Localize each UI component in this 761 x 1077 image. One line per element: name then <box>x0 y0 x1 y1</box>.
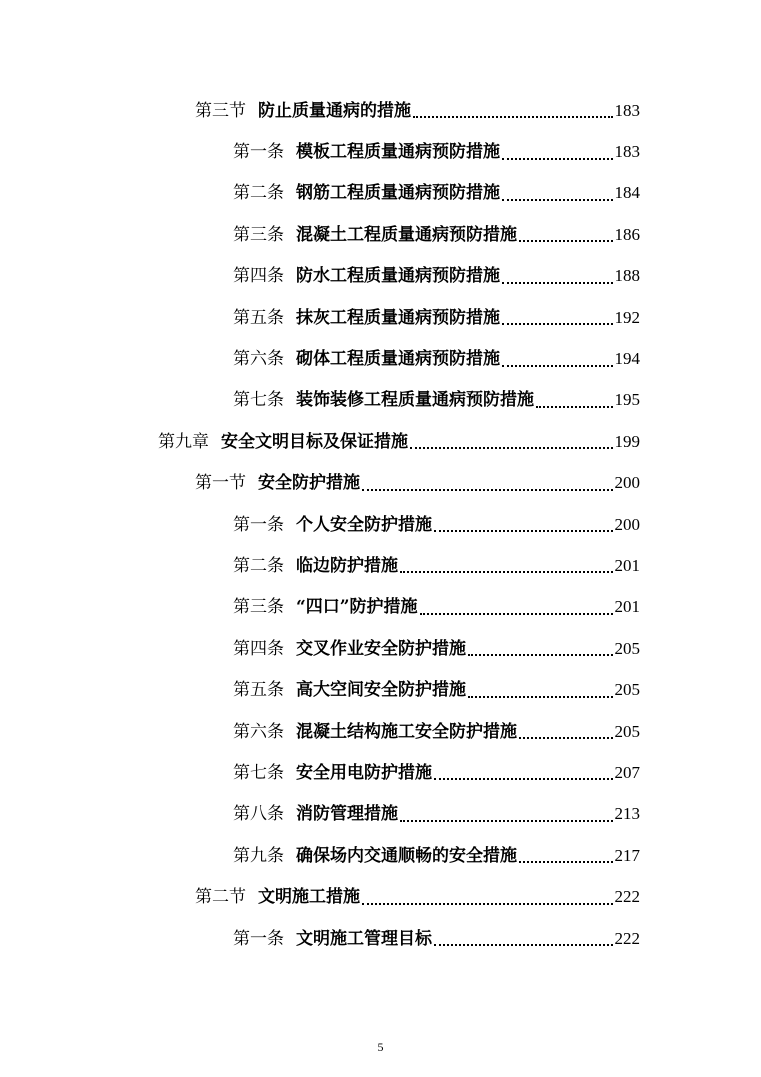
toc-entry-title: 安全用电防护措施 <box>296 762 432 783</box>
toc-entry-page: 184 <box>614 183 640 203</box>
toc-entry <box>0 628 761 669</box>
toc-entry-title: 消防管理措施 <box>296 804 398 825</box>
toc-entry <box>0 504 761 545</box>
toc-entry-number: 第七条 <box>233 762 284 783</box>
toc-entry-title: 模板工程质量通病预防措施 <box>296 142 500 163</box>
dot-leader <box>502 198 613 201</box>
toc-entry-page: 188 <box>614 266 640 286</box>
toc-entry-number: 第一节 <box>195 473 246 494</box>
dot-leader <box>400 570 613 573</box>
toc-entry-title: 混凝土结构施工安全防护措施 <box>296 721 517 742</box>
dot-leader <box>519 239 613 242</box>
toc-entry-page: 183 <box>614 142 640 162</box>
toc-entry-title: 抹灰工程质量通病预防措施 <box>296 307 500 328</box>
toc-entry-title: 安全防护措施 <box>258 473 360 494</box>
toc-entry <box>0 711 761 752</box>
toc-entry-number: 第一条 <box>233 928 284 949</box>
toc-entry-page: 205 <box>614 721 640 741</box>
toc-entry-number: 第九条 <box>233 845 284 866</box>
dot-leader <box>434 943 613 946</box>
toc-entry-title: 安全文明目标及保证措施 <box>221 431 408 452</box>
toc-entry-number: 第三条 <box>233 597 284 618</box>
toc-entry-page: 195 <box>614 390 640 410</box>
toc-entry-number: 第六条 <box>233 721 284 742</box>
toc-entry-page: 217 <box>614 845 640 865</box>
toc-entry-page: 205 <box>614 680 640 700</box>
toc-entry <box>0 545 761 586</box>
toc-entry-page: 201 <box>614 597 640 617</box>
toc-entry-number: 第九章 <box>158 431 209 452</box>
toc-entry <box>0 752 761 793</box>
dot-leader <box>468 695 613 698</box>
toc-entry-page: 213 <box>614 804 640 824</box>
toc-entry-title: 个人安全防护措施 <box>296 514 432 535</box>
toc-entry-title: 装饰装修工程质量通病预防措施 <box>296 390 534 411</box>
toc-entry <box>0 90 761 131</box>
toc-entry <box>0 173 761 214</box>
toc-entry-number: 第二条 <box>233 183 284 204</box>
toc-entry-number: 第二条 <box>233 555 284 576</box>
toc-entry-number: 第七条 <box>233 390 284 411</box>
dot-leader <box>400 819 613 822</box>
toc-entry-page: 205 <box>614 638 640 658</box>
toc-entry-title: 砌体工程质量通病预防措施 <box>296 349 500 370</box>
toc-entry <box>0 380 761 421</box>
toc-entry-page: 194 <box>614 349 640 369</box>
toc-entry-title: “四口”防护措施 <box>296 597 418 618</box>
toc-entry <box>0 835 761 876</box>
dot-leader <box>502 322 613 325</box>
dot-leader <box>502 364 613 367</box>
toc-entry <box>0 876 761 917</box>
toc-entry-page: 222 <box>614 887 640 907</box>
dot-leader <box>468 653 613 656</box>
dot-leader <box>519 860 613 863</box>
toc-entry-page: 201 <box>614 555 640 575</box>
toc-entry <box>0 297 761 338</box>
toc-entry-number: 第四条 <box>233 638 284 659</box>
toc-entry <box>0 421 761 462</box>
toc-entry-title: 防止质量通病的措施 <box>258 100 411 121</box>
toc-entry-title: 文明施工管理目标 <box>296 928 432 949</box>
dot-leader <box>362 902 613 905</box>
dot-leader <box>434 529 613 532</box>
toc-entry <box>0 587 761 628</box>
dot-leader <box>434 777 613 780</box>
toc-entry-title: 钢筋工程质量通病预防措施 <box>296 183 500 204</box>
page-number: 5 <box>377 1040 384 1054</box>
dot-leader <box>519 736 613 739</box>
toc-entry-number: 第一条 <box>233 514 284 535</box>
toc-entry-number: 第三条 <box>233 224 284 245</box>
toc-entry-title: 临边防护措施 <box>296 555 398 576</box>
toc-entry-page: 200 <box>614 473 640 493</box>
toc-entry-number: 第五条 <box>233 680 284 701</box>
toc-entry <box>0 214 761 255</box>
toc-entry-title: 文明施工措施 <box>258 887 360 908</box>
dot-leader <box>502 281 613 284</box>
toc-entry <box>0 463 761 504</box>
dot-leader <box>502 157 613 160</box>
table-of-contents <box>0 90 761 959</box>
toc-entry-number: 第八条 <box>233 804 284 825</box>
toc-entry-number: 第一条 <box>233 142 284 163</box>
toc-entry-title: 确保场内交通顺畅的安全措施 <box>296 845 517 866</box>
toc-entry-page: 186 <box>614 224 640 244</box>
toc-entry-page: 200 <box>614 514 640 534</box>
toc-entry-page: 207 <box>614 762 640 782</box>
toc-entry-number: 第二节 <box>195 887 246 908</box>
toc-entry-title: 交叉作业安全防护措施 <box>296 638 466 659</box>
dot-leader <box>536 405 613 408</box>
toc-entry-number: 第三节 <box>195 100 246 121</box>
toc-entry <box>0 918 761 959</box>
dot-leader <box>362 488 613 491</box>
toc-entry <box>0 338 761 379</box>
toc-entry-title: 混凝土工程质量通病预防措施 <box>296 224 517 245</box>
toc-entry <box>0 669 761 710</box>
toc-entry-number: 第五条 <box>233 307 284 328</box>
toc-entry-title: 防水工程质量通病预防措施 <box>296 266 500 287</box>
dot-leader <box>413 115 613 118</box>
toc-entry-number: 第四条 <box>233 266 284 287</box>
dot-leader <box>420 612 613 615</box>
toc-entry-page: 192 <box>614 307 640 327</box>
toc-entry-page: 222 <box>614 928 640 948</box>
toc-entry <box>0 794 761 835</box>
toc-entry-number: 第六条 <box>233 349 284 370</box>
toc-entry-page: 199 <box>614 431 640 451</box>
toc-entry-title: 高大空间安全防护措施 <box>296 680 466 701</box>
toc-entry-page: 183 <box>614 100 640 120</box>
toc-entry <box>0 131 761 172</box>
dot-leader <box>410 446 613 449</box>
toc-entry <box>0 256 761 297</box>
